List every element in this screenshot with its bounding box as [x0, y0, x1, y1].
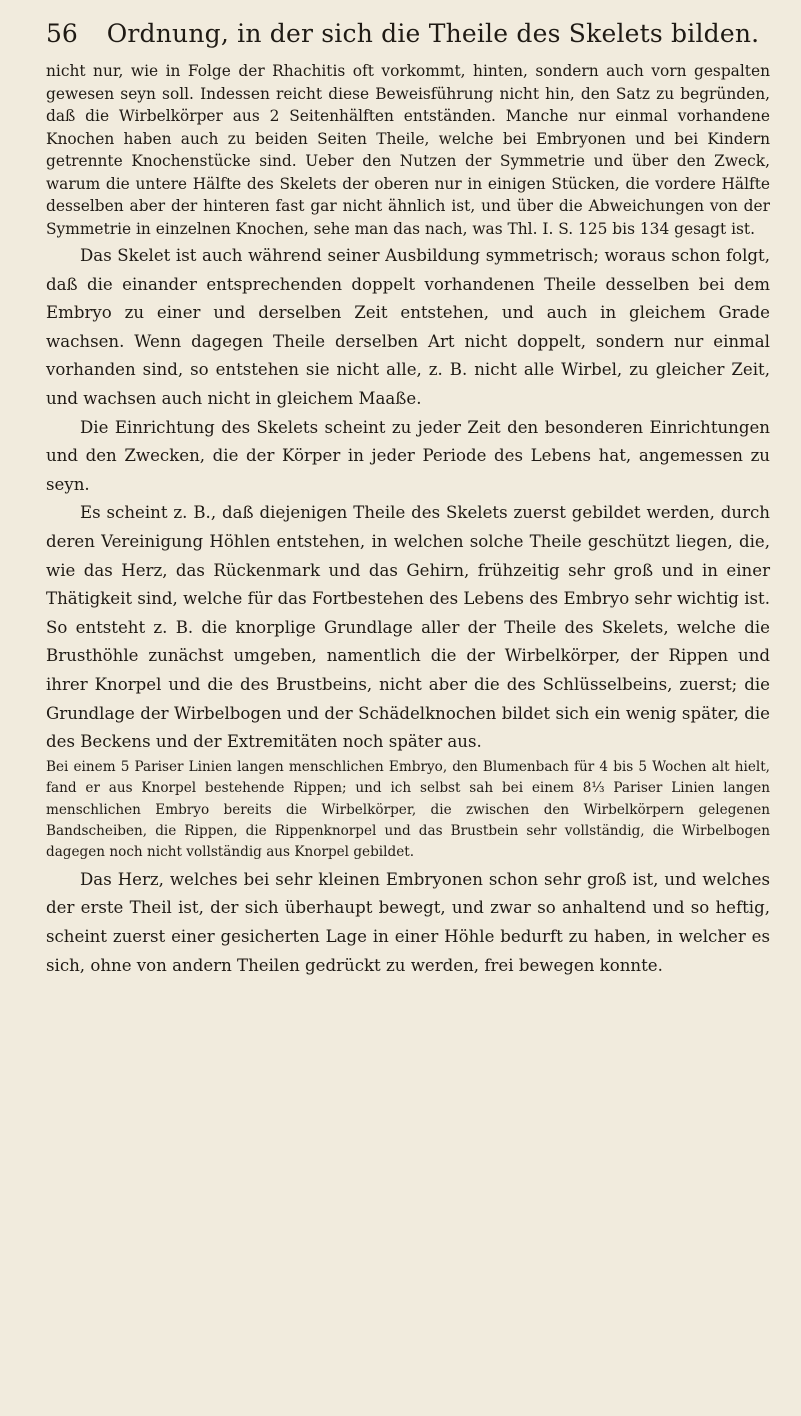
running-head: Ordnung, in der sich die Theile des Skelets bilden. — [106, 19, 760, 48]
paragraph-continuation: nicht nur, wie in Folge der Rhachitis oft vorkommt, hinten, sondern auch vorn gespalten gewesen seyn soll. Indessen reicht diese Beweisführung nicht hin, den Satz zu begründen, daß die Wirbelkörper aus 2 Seitenhälften entständen. Manche nur einmal vorhandene Knochen haben auch zu beiden Seiten Theile, welche bei Embryonen und bei Kindern getrennte Knochenstücke sind. Ueber den Nutzen der Symmetrie und über den Zweck, warum die untere Hälfte des Skelets der oberen nur in einigen Stücken, die vordere Hälfte desselben aber der hinteren fast gar nicht ähnlich ist, und über die Abweichungen von der Symmetrie in einzelnen Knochen, sehe man das nach, was Thl. I. S. 125 bis 134 gesagt ist. — [46, 62, 770, 238]
paragraph-arrangement: Die Einrichtung des Skelets scheint zu jeder Zeit den besonderen Einrichtungen und den Zwecken, die der Körper in jeder Periode des Lebens hat, angemessen zu seyn. — [46, 417, 770, 494]
text-block — [46, 60, 770, 980]
page-number: 56 — [46, 19, 78, 48]
paragraph-formation: Es scheint z. B., daß diejenigen Theile des Skelets zuerst gebildet werden, durch deren Vereinigung Höhlen entstehen, in welchen solche Theile geschützt liegen, die, wie das Herz, das Rückenmark und das Gehirn, frühzeitig sehr groß und in einer Thätigkeit sind, welche für das Fortbestehen des Lebens des Embryo sehr wichtig ist. So entsteht z. B. die knorplige Grundlage aller der Theile des Skelets, welche die Brusthöhle zunächst umgeben, namentlich die der Wirbelkörper, der Rippen und ihrer Knorpel und die des Brustbeins, nicht aber die des Schlüsselbeins, zuerst; die Grundlage der Wirbelbogen und der Schädelknochen bildet sich ein wenig später, die des Beckens und der Extremitäten noch später aus. — [46, 503, 770, 752]
paragraph-embryo-note: Bei einem 5 Pariser Linien langen menschlichen Embryo, den Blumenbach für 4 bis 5 Wochen alt hielt, fand er aus Knorpel bestehende Rippen; und ich selbst sah bei einem 8⅓ Pariser Linien langen menschlichen Embryo bereits die Wirbelkörper, die zwischen den Wirbelkörpern gelegenen Bandscheiben, die Rippen, die Rippenknorpel und das Brustbein sehr vollständig, die Wirbelbogen dagegen noch nicht vollständig aus Knorpel gebildet. — [46, 758, 770, 861]
page-header — [46, 14, 770, 54]
paragraph-heart: Das Herz, welches bei sehr kleinen Embryonen schon sehr groß ist, und welches der erste Theil ist, der sich überhaupt bewegt, und zwar so anhaltend und so heftig, scheint zuerst einer gesicherten Lage in einer Höhle bedurft zu haben, in welcher es sich, ohne von andern Theilen gedrückt zu werden, frei bewegen konnte. — [46, 869, 770, 975]
paragraph-symmetry: Das Skelet ist auch während seiner Ausbildung symmetrisch; woraus schon folgt, daß die einander entsprechenden doppelt vorhandenen Theile desselben bei dem Embryo zu einer und derselben Zeit entstehen, und auch in gleichem Grade wachsen. Wenn dagegen Theile derselben Art nicht doppelt, sondern nur einmal vorhanden sind, so entstehen sie nicht alle, z. B. nicht alle Wirbel, zu gleicher Zeit, und wachsen auch nicht in gleichem Maaße. — [46, 246, 770, 408]
